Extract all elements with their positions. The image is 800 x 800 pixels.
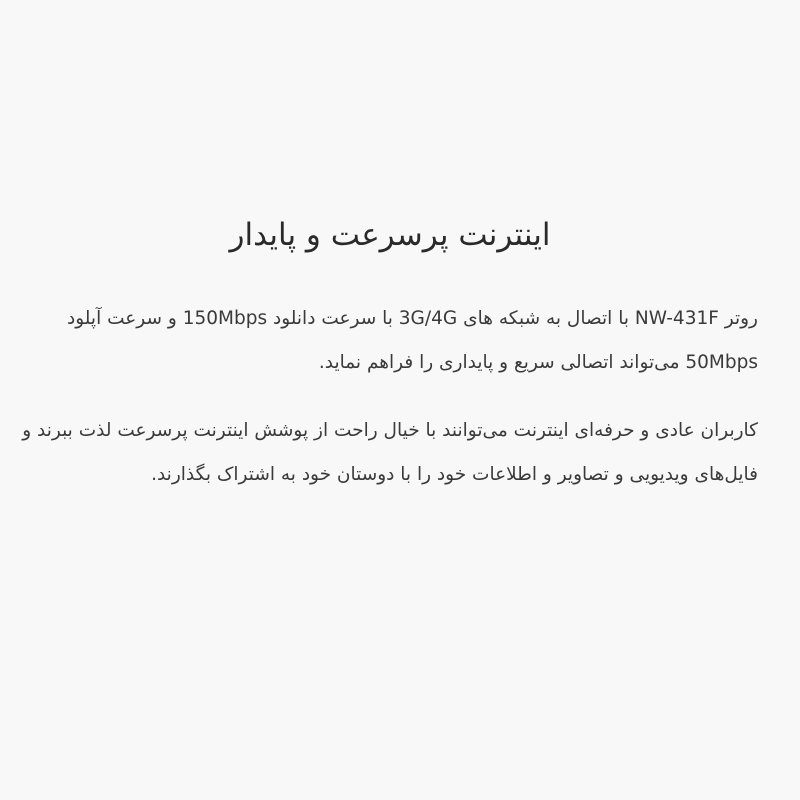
paragraph-sharing: کاربران عادی و حرفه‌ای اینترنت می‌توانند با خیال راحت از پوشش اینترنت پرسرعت لذت ببرند و فایل‌های ویدیویی و تصاویر و اطلاعات خود را با دوستان خود به اشتراک بگذارند.	[22, 420, 758, 485]
section-title: اینترنت پرسرعت و پایدار	[229, 217, 551, 253]
paragraph-speed: روتر NW-431F با اتصال به شبکه های 3G/4G با سرعت دانلود 150Mbps و سرعت آپلود 50Mbps می‌تواند اتصالی سریع و پایداری را فراهم نماید.	[67, 308, 758, 373]
